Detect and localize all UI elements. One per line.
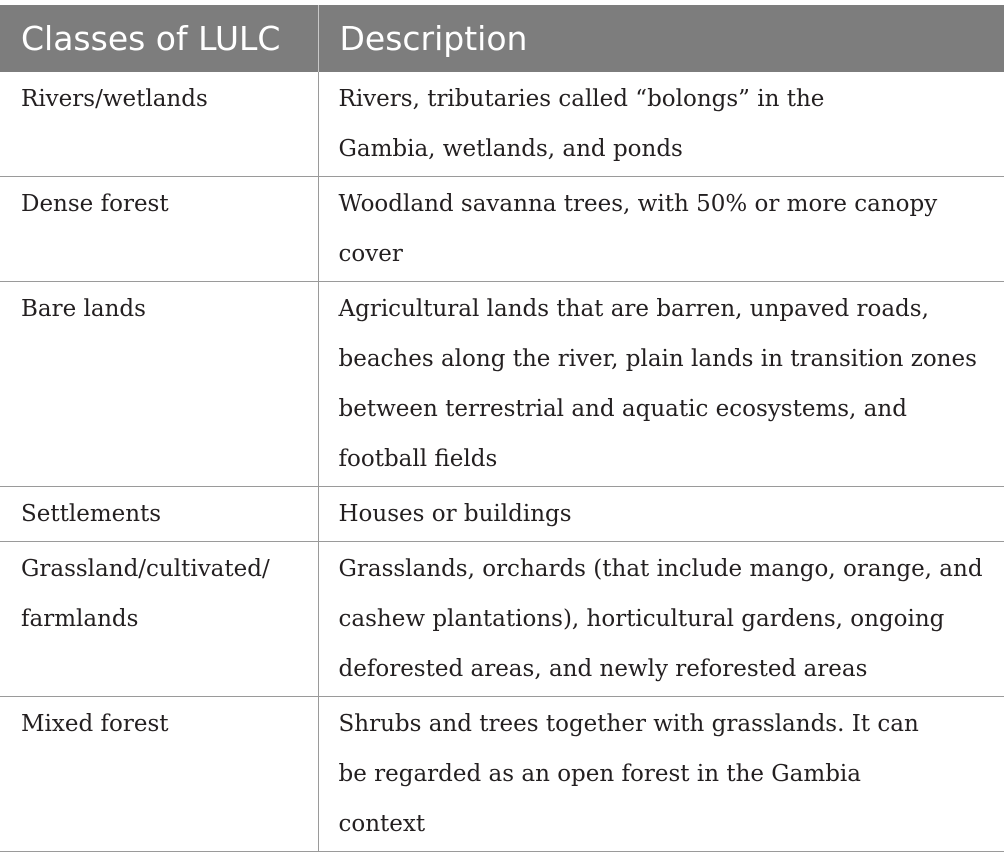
- description-cell: [318, 487, 1004, 542]
- class-cell: Rivers/wetlands: [0, 72, 318, 177]
- class-text: Grassland/cultivated/ farmlands: [21, 556, 270, 632]
- table-row: [0, 177, 1004, 282]
- description-cell: [318, 282, 1004, 487]
- description-text: Woodland savanna trees, with 50% or more canopy cover: [338, 191, 938, 267]
- table-row: [0, 542, 1004, 697]
- description-text: Houses or buildings: [338, 501, 572, 527]
- class-cell: Mixed forest: [0, 697, 318, 852]
- header-description: Description: [318, 5, 1004, 72]
- table-header: [0, 5, 1004, 72]
- header-classes-of-lulc: Classes of LULC: [0, 5, 318, 72]
- description-cell: [318, 542, 1004, 697]
- class-cell: Bare lands: [0, 282, 318, 487]
- class-cell: [0, 542, 318, 697]
- description-text: Agricultural lands that are barren, unpaved roads, beaches along the river, plain lands in transition zones between terrestrial and aquatic ecosystems, and football fields: [338, 296, 977, 472]
- lulc-classes-table: [0, 5, 1004, 852]
- class-cell: Settlements: [0, 487, 318, 542]
- table-row: [0, 282, 1004, 487]
- description-cell: [318, 697, 1004, 852]
- table-row: [0, 697, 1004, 852]
- class-cell: Dense forest: [0, 177, 318, 282]
- description-cell: [318, 177, 1004, 282]
- table-row: [0, 72, 1004, 177]
- header-row: [0, 5, 1004, 72]
- table-row: [0, 487, 1004, 542]
- description-cell: [318, 72, 1004, 177]
- table-body: [0, 72, 1004, 852]
- description-text: Rivers, tributaries called “bolongs” in the Gambia, wetlands, and ponds: [338, 86, 825, 162]
- description-text: Shrubs and trees together with grasslands. It can be regarded as an open forest in the Gambia context: [338, 711, 919, 837]
- description-text: Grasslands, orchards (that include mango, orange, and cashew plantations), horticultural gardens, ongoing deforested areas, and newly reforested areas: [338, 556, 983, 682]
